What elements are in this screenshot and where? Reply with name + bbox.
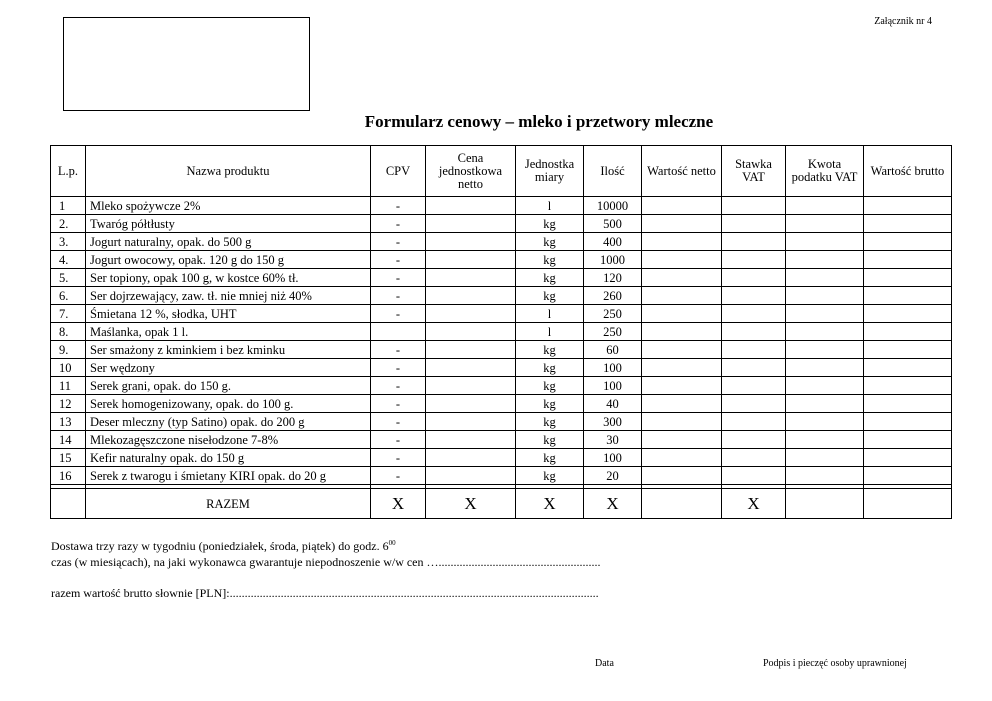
cell-vat-rate[interactable]	[722, 233, 786, 251]
cell-unit-price[interactable]	[426, 377, 516, 395]
cell-unit-price[interactable]	[426, 323, 516, 341]
cell-gross-value[interactable]	[864, 413, 952, 431]
cell-unit-price[interactable]	[426, 269, 516, 287]
cell-vat-amount[interactable]	[786, 377, 864, 395]
cell-name: Jogurt owocowy, opak. 120 g do 150 g	[86, 251, 371, 269]
cell-gross-value[interactable]	[864, 431, 952, 449]
total-label: RAZEM	[86, 489, 371, 519]
cell-unit-price[interactable]	[426, 305, 516, 323]
header-unit-price: Cena jednostkowa netto	[426, 146, 516, 197]
cell-cpv: -	[371, 467, 426, 485]
cell-unit-price[interactable]	[426, 215, 516, 233]
table-row	[51, 323, 952, 341]
header-net-value: Wartość netto	[642, 146, 722, 197]
cell-unit-price[interactable]	[426, 359, 516, 377]
cell-vat-amount[interactable]	[786, 359, 864, 377]
cell-lp: 14	[51, 431, 86, 449]
cell-qty: 100	[584, 377, 642, 395]
table-row	[51, 467, 952, 485]
cell-unit: kg	[516, 341, 584, 359]
cell-gross-value[interactable]	[864, 305, 952, 323]
table-row	[51, 449, 952, 467]
cell-net-value[interactable]	[642, 395, 722, 413]
cell-cpv: -	[371, 251, 426, 269]
delivery-text: Dostawa trzy razy w tygodniu (poniedziałek, środa, piątek) do godz. 6	[51, 539, 389, 553]
cell-gross-value[interactable]	[864, 287, 952, 305]
cell-name: Mleko spożywcze 2%	[86, 197, 371, 215]
cell-vat-amount[interactable]	[786, 215, 864, 233]
total-cpv-x: X	[371, 489, 426, 519]
cell-unit: kg	[516, 449, 584, 467]
cell-vat-rate[interactable]	[722, 269, 786, 287]
cell-vat-rate[interactable]	[722, 287, 786, 305]
header-unit: Jednostka miary	[516, 146, 584, 197]
signature-label: Podpis i pieczęć osoby uprawnionej	[763, 658, 907, 669]
annex-label: Załącznik nr 4	[874, 16, 932, 27]
gross-in-words-note: razem wartość brutto słownie [PLN]:...........................................................................................................................	[51, 586, 599, 600]
cell-net-value[interactable]	[642, 431, 722, 449]
cell-qty: 20	[584, 467, 642, 485]
total-unit-price-x: X	[426, 489, 516, 519]
cell-qty: 250	[584, 305, 642, 323]
cell-lp: 8.	[51, 323, 86, 341]
cell-gross-value[interactable]	[864, 341, 952, 359]
cell-name: Serek homogenizowany, opak. do 100 g.	[86, 395, 371, 413]
cell-qty: 40	[584, 395, 642, 413]
cell-net-value[interactable]	[642, 287, 722, 305]
cell-gross-value[interactable]	[864, 215, 952, 233]
cell-vat-rate[interactable]	[722, 377, 786, 395]
cell-lp: 13	[51, 413, 86, 431]
cell-qty: 1000	[584, 251, 642, 269]
table-row	[51, 269, 952, 287]
cell-name: Ser dojrzewający, zaw. tł. nie mniej niż 40%	[86, 287, 371, 305]
cell-unit-price[interactable]	[426, 197, 516, 215]
cell-lp: 9.	[51, 341, 86, 359]
cell-net-value[interactable]	[642, 251, 722, 269]
cell-gross-value[interactable]	[864, 377, 952, 395]
cell-net-value[interactable]	[642, 233, 722, 251]
cell-unit: kg	[516, 269, 584, 287]
cell-vat-amount[interactable]	[786, 431, 864, 449]
cell-name: Deser mleczny (typ Satino) opak. do 200 g	[86, 413, 371, 431]
cell-vat-rate[interactable]	[722, 449, 786, 467]
cell-net-value[interactable]	[642, 323, 722, 341]
cell-unit: kg	[516, 359, 584, 377]
cell-unit: kg	[516, 431, 584, 449]
cell-vat-amount[interactable]	[786, 305, 864, 323]
table-row	[51, 359, 952, 377]
cell-name: Jogurt naturalny, opak. do 500 g	[86, 233, 371, 251]
table-row	[51, 377, 952, 395]
cell-vat-amount[interactable]	[786, 413, 864, 431]
cell-cpv: -	[371, 215, 426, 233]
cell-name: Ser smażony z kminkiem i bez kminku	[86, 341, 371, 359]
cell-vat-amount[interactable]	[786, 197, 864, 215]
cell-vat-rate[interactable]	[722, 395, 786, 413]
cell-vat-rate[interactable]	[722, 215, 786, 233]
cell-vat-amount[interactable]	[786, 467, 864, 485]
cell-vat-rate[interactable]	[722, 467, 786, 485]
cell-unit-price[interactable]	[426, 413, 516, 431]
cell-lp: 6.	[51, 287, 86, 305]
cell-unit-price[interactable]	[426, 395, 516, 413]
cell-qty: 500	[584, 215, 642, 233]
guarantee-note: czas (w miesiącach), na jaki wykonawca gwarantuje niepodnoszenie w/w cen …......................................................	[51, 555, 601, 569]
cell-lp: 1	[51, 197, 86, 215]
cell-vat-amount[interactable]	[786, 341, 864, 359]
cell-gross-value[interactable]	[864, 233, 952, 251]
cell-vat-amount[interactable]	[786, 449, 864, 467]
total-lp	[51, 489, 86, 519]
cell-unit-price[interactable]	[426, 251, 516, 269]
total-vat-amount[interactable]	[786, 489, 864, 519]
cell-cpv: -	[371, 233, 426, 251]
cell-cpv: -	[371, 269, 426, 287]
cell-gross-value[interactable]	[864, 323, 952, 341]
cell-lp: 5.	[51, 269, 86, 287]
cell-name: Śmietana 12 %, słodka, UHT	[86, 305, 371, 323]
cell-net-value[interactable]	[642, 449, 722, 467]
cell-cpv: -	[371, 305, 426, 323]
cell-vat-amount[interactable]	[786, 251, 864, 269]
cell-qty: 300	[584, 413, 642, 431]
cell-unit-price[interactable]	[426, 233, 516, 251]
cell-net-value[interactable]	[642, 377, 722, 395]
header-gross-value: Wartość brutto	[864, 146, 952, 197]
delivery-time-sup: 00	[388, 539, 396, 547]
cell-qty: 120	[584, 269, 642, 287]
cell-name: Ser wędzony	[86, 359, 371, 377]
cell-name: Serek z twarogu i śmietany KIRI opak. do 20 g	[86, 467, 371, 485]
cell-cpv: -	[371, 449, 426, 467]
cell-lp: 2.	[51, 215, 86, 233]
table-row	[51, 215, 952, 233]
cell-cpv: -	[371, 377, 426, 395]
header-lp: L.p.	[51, 146, 86, 197]
cell-lp: 16	[51, 467, 86, 485]
cell-net-value[interactable]	[642, 197, 722, 215]
cell-cpv: -	[371, 197, 426, 215]
cell-cpv: -	[371, 341, 426, 359]
table-row	[51, 413, 952, 431]
cell-vat-rate[interactable]	[722, 359, 786, 377]
header-name: Nazwa produktu	[86, 146, 371, 197]
cell-lp: 10	[51, 359, 86, 377]
cell-unit-price[interactable]	[426, 467, 516, 485]
cell-unit: l	[516, 197, 584, 215]
cell-net-value[interactable]	[642, 413, 722, 431]
table-row	[51, 251, 952, 269]
cell-cpv: -	[371, 359, 426, 377]
cell-unit-price[interactable]	[426, 449, 516, 467]
cell-cpv: -	[371, 413, 426, 431]
cell-lp: 3.	[51, 233, 86, 251]
cell-unit: kg	[516, 467, 584, 485]
cell-cpv	[371, 323, 426, 341]
cell-lp: 4.	[51, 251, 86, 269]
cell-name: Mlekozagęszczone nisełodzone 7-8%	[86, 431, 371, 449]
cell-qty: 400	[584, 233, 642, 251]
total-gross-value[interactable]	[864, 489, 952, 519]
table-row	[51, 395, 952, 413]
cell-qty: 60	[584, 341, 642, 359]
cell-vat-rate[interactable]	[722, 413, 786, 431]
cell-cpv: -	[371, 287, 426, 305]
header-vat-rate: Stawka VAT	[722, 146, 786, 197]
cell-unit-price[interactable]	[426, 431, 516, 449]
cell-gross-value[interactable]	[864, 359, 952, 377]
cell-gross-value[interactable]	[864, 197, 952, 215]
total-unit-x: X	[516, 489, 584, 519]
cell-gross-value[interactable]	[864, 269, 952, 287]
cell-lp: 11	[51, 377, 86, 395]
delivery-note	[51, 539, 396, 554]
cell-net-value[interactable]	[642, 305, 722, 323]
table-row	[51, 233, 952, 251]
company-stamp-box	[63, 17, 310, 111]
cell-net-value[interactable]	[642, 341, 722, 359]
cell-unit-price[interactable]	[426, 287, 516, 305]
cell-unit: l	[516, 323, 584, 341]
total-row	[51, 489, 952, 519]
cell-lp: 7.	[51, 305, 86, 323]
cell-vat-amount[interactable]	[786, 323, 864, 341]
table-row	[51, 305, 952, 323]
cell-unit-price[interactable]	[426, 341, 516, 359]
cell-vat-amount[interactable]	[786, 287, 864, 305]
cell-unit: l	[516, 305, 584, 323]
cell-vat-rate[interactable]	[722, 431, 786, 449]
cell-lp: 15	[51, 449, 86, 467]
cell-net-value[interactable]	[642, 467, 722, 485]
price-table	[50, 145, 952, 519]
table-row	[51, 287, 952, 305]
cell-unit: kg	[516, 413, 584, 431]
cell-qty: 100	[584, 449, 642, 467]
table-header-row	[51, 146, 952, 197]
header-vat-amount: Kwota podatku VAT	[786, 146, 864, 197]
cell-cpv: -	[371, 431, 426, 449]
cell-name: Maślanka, opak 1 l.	[86, 323, 371, 341]
cell-vat-rate[interactable]	[722, 305, 786, 323]
cell-net-value[interactable]	[642, 215, 722, 233]
cell-vat-amount[interactable]	[786, 233, 864, 251]
cell-name: Twaróg półtłusty	[86, 215, 371, 233]
cell-qty: 250	[584, 323, 642, 341]
cell-cpv: -	[371, 395, 426, 413]
cell-qty: 10000	[584, 197, 642, 215]
cell-vat-amount[interactable]	[786, 395, 864, 413]
cell-vat-amount[interactable]	[786, 269, 864, 287]
cell-name: Kefir naturalny opak. do 150 g	[86, 449, 371, 467]
cell-unit: kg	[516, 233, 584, 251]
cell-gross-value[interactable]	[864, 251, 952, 269]
cell-gross-value[interactable]	[864, 395, 952, 413]
header-qty: Ilość	[584, 146, 642, 197]
total-vat-rate-x: X	[722, 489, 786, 519]
cell-unit: kg	[516, 215, 584, 233]
table-row	[51, 431, 952, 449]
cell-gross-value[interactable]	[864, 467, 952, 485]
header-cpv: CPV	[371, 146, 426, 197]
cell-vat-rate[interactable]	[722, 323, 786, 341]
cell-vat-rate[interactable]	[722, 251, 786, 269]
table-row	[51, 197, 952, 215]
cell-name: Serek grani, opak. do 150 g.	[86, 377, 371, 395]
cell-net-value[interactable]	[642, 359, 722, 377]
cell-qty: 100	[584, 359, 642, 377]
cell-unit: kg	[516, 377, 584, 395]
total-qty-x: X	[584, 489, 642, 519]
cell-vat-rate[interactable]	[722, 197, 786, 215]
cell-gross-value[interactable]	[864, 449, 952, 467]
cell-qty: 260	[584, 287, 642, 305]
cell-unit: kg	[516, 287, 584, 305]
cell-name: Ser topiony, opak 100 g, w kostce 60% tł.	[86, 269, 371, 287]
page-title: Formularz cenowy – mleko i przetwory mleczne	[364, 112, 714, 131]
table-row	[51, 341, 952, 359]
cell-net-value[interactable]	[642, 269, 722, 287]
total-net-value[interactable]	[642, 489, 722, 519]
date-label: Data	[595, 658, 614, 669]
cell-qty: 30	[584, 431, 642, 449]
cell-vat-rate[interactable]	[722, 341, 786, 359]
cell-unit: kg	[516, 395, 584, 413]
cell-lp: 12	[51, 395, 86, 413]
cell-unit: kg	[516, 251, 584, 269]
